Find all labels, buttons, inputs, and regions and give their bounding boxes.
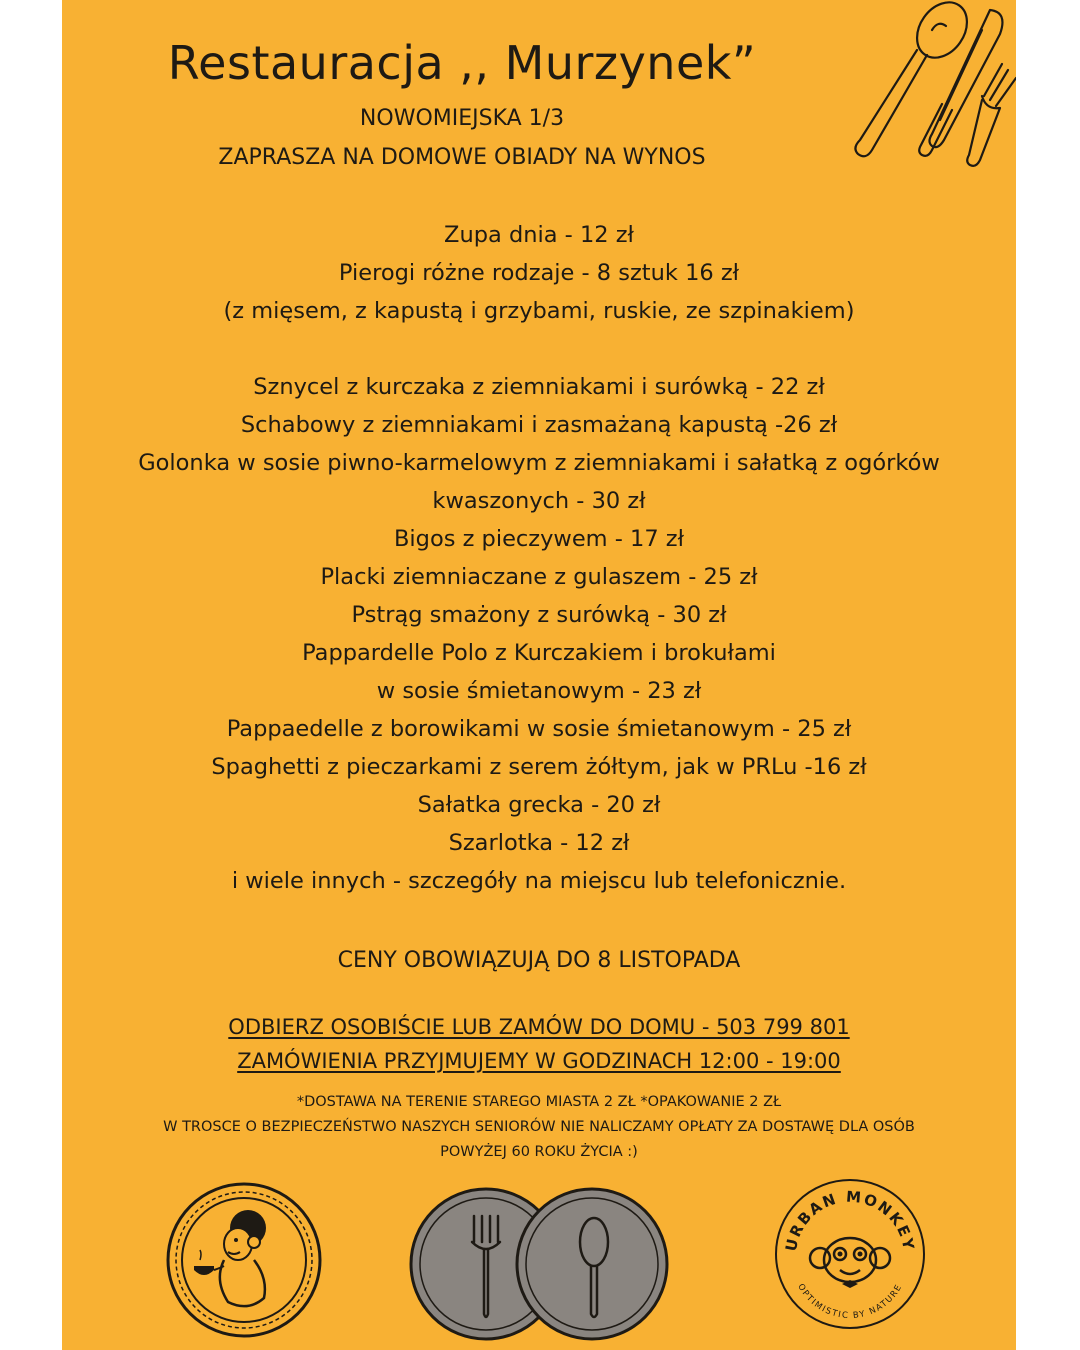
- cutlery-icon: [832, 0, 1016, 180]
- urban-monkey-logo-icon: [772, 1176, 928, 1332]
- cafe-figure-logo-icon: [164, 1180, 324, 1340]
- footnote-line: *DOSTAWA NA TERENIE STAREGO MIASTA 2 ZŁ *OPAKOWANIE 2 ZŁ: [296, 1094, 782, 1110]
- menu-item: Pappardelle Polo z Kurczakiem i brokułami: [302, 640, 776, 666]
- menu-item: (z mięsem, z kapustą i grzybami, ruskie, ze szpinakiem): [223, 298, 855, 324]
- footnote: [62, 1090, 1016, 1165]
- menu-item: Pierogi różne rodzaje - 8 sztuk 16 zł: [338, 260, 740, 286]
- menu-item: i wiele innych - szczegóły na miejscu lub telefonicznie.: [231, 868, 847, 894]
- menu-item: Sznycel z kurczaka z ziemniakami i surówką - 22 zł: [253, 374, 825, 400]
- menu-item: Placki ziemniaczane z gulaszem - 25 zł: [320, 564, 758, 590]
- order-hours-line: ZAMÓWIENIA PRZYJMUJEMY W GODZINACH 12:00 - 19:00: [237, 1049, 841, 1073]
- menu-item: kwaszonych - 30 zł: [432, 488, 646, 514]
- menu-spacer: [62, 330, 1016, 368]
- restaurant-title: Restauracja ,, Murzynek”: [167, 36, 757, 90]
- plates-fork-spoon-icon: [408, 1186, 670, 1342]
- menu-poster: [62, 0, 1016, 1350]
- address: NOWOMIEJSKA 1/3: [359, 106, 565, 131]
- invite-text: ZAPRASZA NA DOMOWE OBIADY NA WYNOS: [218, 145, 706, 170]
- menu-list: [62, 216, 1016, 900]
- menu-item: Sałatka grecka - 20 zł: [417, 792, 661, 818]
- menu-item: Pappaedelle z borowikami w sosie śmietanowym - 25 zł: [226, 716, 852, 742]
- svg-text:OPTIMISTIC BY NATURE: [795, 1282, 904, 1321]
- menu-item: Zupa dnia - 12 zł: [444, 222, 634, 248]
- menu-item: Pstrąg smażony z surówką - 30 zł: [351, 602, 727, 628]
- order-phone-line: ODBIERZ OSOBIŚCIE LUB ZAMÓW DO DOMU - 503 799 801: [228, 1015, 850, 1039]
- menu-item: Schabowy z ziemniakami i zasmażaną kapustą -26 zł: [240, 412, 838, 438]
- order-info: [62, 1010, 1016, 1078]
- urban-monkey-bottom-text: OPTIMISTIC BY NATURE: [795, 1282, 905, 1322]
- urban-monkey-top-text: URBAN MONKEY: [781, 1187, 918, 1253]
- menu-item: Szarlotka - 12 zł: [448, 830, 630, 856]
- footnote-line: POWYŻEJ 60 ROKU ŻYCIA :): [440, 1144, 638, 1160]
- menu-item: Golonka w sosie piwno-karmelowym z ziemniakami i sałatką z ogórków: [138, 450, 940, 476]
- price-validity-notice: CENY OBOWIĄZUJĄ DO 8 LISTOPADA: [337, 948, 741, 973]
- footnote-line: W TROSCE O BEZPIECZEŃSTWO NASZYCH SENIORÓW NIE NALICZAMY OPŁATY ZA DOSTAWĘ DLA OSÓB: [163, 1119, 915, 1135]
- menu-item: Bigos z pieczywem - 17 zł: [393, 526, 685, 552]
- menu-item: w sosie śmietanowym - 23 zł: [376, 678, 702, 704]
- menu-item: Spaghetti z pieczarkami z serem żółtym, jak w PRLu -16 zł: [211, 754, 867, 780]
